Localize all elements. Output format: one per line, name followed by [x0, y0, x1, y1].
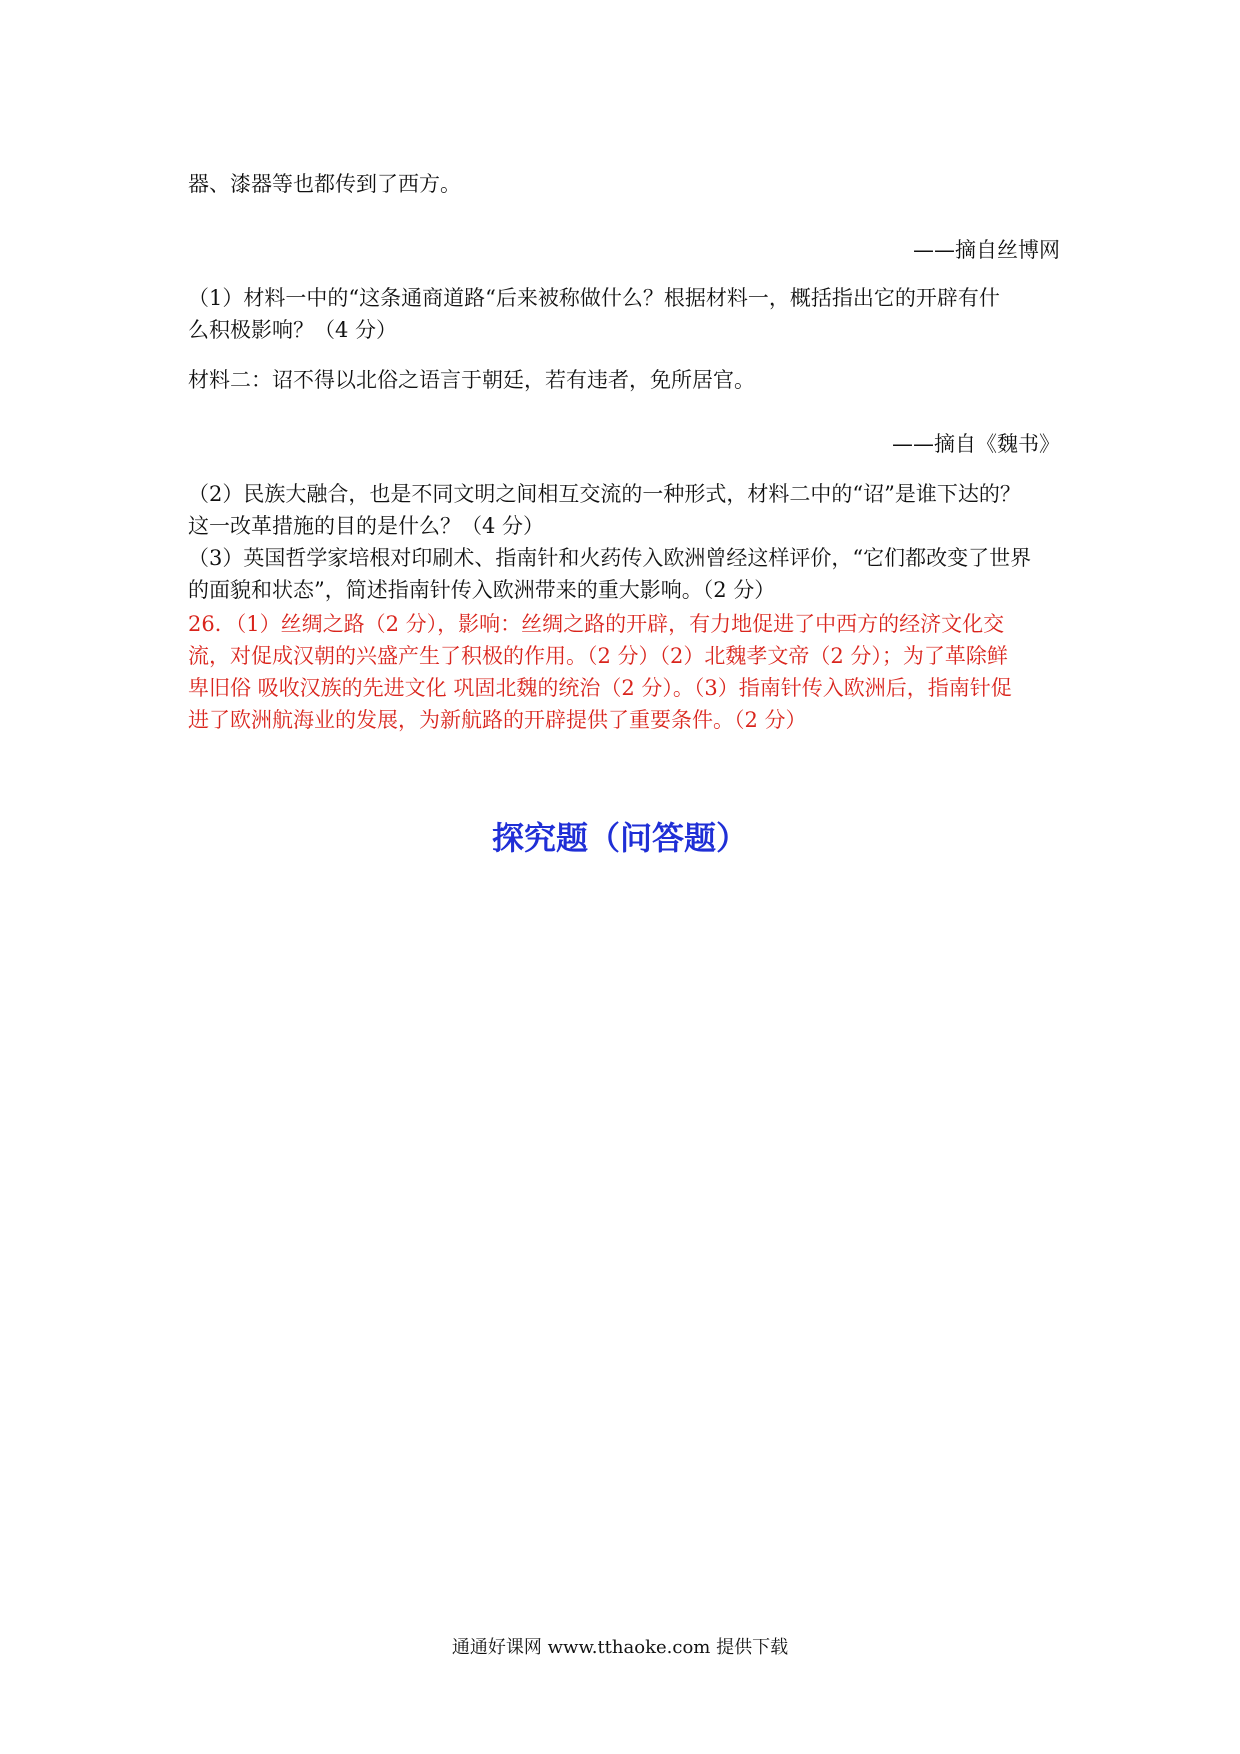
page-footer: 通通好课网 www.tthaoke.com 提供下载 — [451, 1637, 789, 1658]
question-2-line-2: 这一改革措施的目的是什么？（4 分） — [188, 514, 545, 538]
answer-line-2: 流，对促成汉朝的兴盛产生了积极的作用。（2 分）（2）北魏孝文帝（2 分）；为了革除鲜 — [188, 644, 1008, 668]
answer-line-1: 26．（1）丝绸之路（2 分），影响：丝绸之路的开辟，有力地促进了中西方的经济文化交 — [188, 612, 1005, 636]
question-2-line-1: （2）民族大融合，也是不同文明之间相互交流的一种形式，材料二中的“诏”是谁下达的？ — [188, 482, 1021, 506]
question-3-line-1: （3）英国哲学家培根对印刷术、指南针和火药传入欧洲曾经这样评价，“它们都改变了世界 — [188, 546, 1032, 570]
material-two: 材料二：诏不得以北俗之语言于朝廷，若有违者，免所居官。 — [188, 368, 755, 392]
question-1-line-2: 么积极影响？（4 分） — [188, 318, 398, 342]
section-heading: 探究题（问答题） — [491, 819, 748, 857]
source-citation-2: ——摘自《魏书》 — [892, 432, 1060, 456]
material-one-tail: 器、漆器等也都传到了西方。 — [188, 172, 461, 196]
answer-line-4: 进了欧洲航海业的发展，为新航路的开辟提供了重要条件。（2 分） — [188, 708, 807, 732]
source-citation-1: ——摘自丝博网 — [913, 238, 1060, 262]
question-3-line-2: 的面貌和状态”，简述指南针传入欧洲带来的重大影响。（2 分） — [188, 578, 776, 602]
answer-line-3: 卑旧俗 吸收汉族的先进文化 巩固北魏的统治（2 分）。（3）指南针传入欧洲后，指南针促 — [188, 676, 1012, 700]
question-1-line-1: （1）材料一中的“这条通商道路“后来被称做什么？根据材料一，概括指出它的开辟有什 — [188, 286, 1000, 310]
